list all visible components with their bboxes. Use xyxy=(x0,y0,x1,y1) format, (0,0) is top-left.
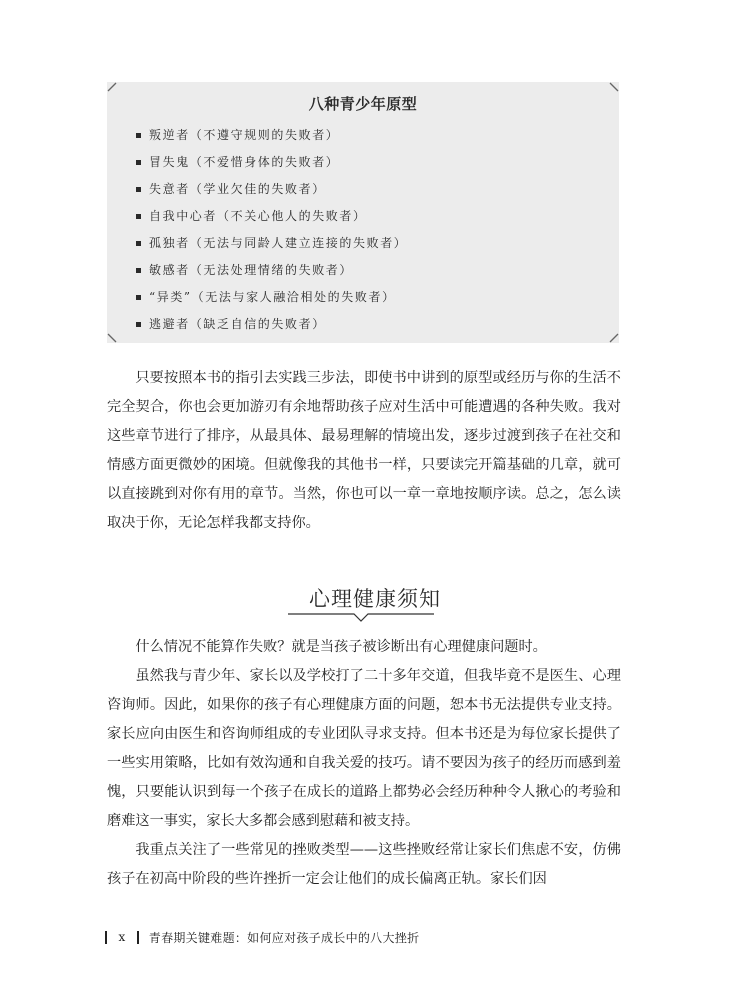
square-bullet-icon xyxy=(136,160,141,165)
list-item xyxy=(135,149,407,176)
archetypes-box xyxy=(107,82,619,343)
archetype-label: 逃避者（缺乏自信的失败者） xyxy=(149,317,326,331)
square-bullet-icon xyxy=(136,133,141,138)
archetype-label: 叛逆者（不遵守规则的失败者） xyxy=(149,128,340,142)
page-footer xyxy=(105,928,419,946)
paragraph: 虽然我与青少年、家长以及学校打了二十多年交道，但我毕竟不是医生、心理咨询师。因此，如果你的孩子有心理健康方面的问题，恕本书无法提供专业支持。家长应向由医生和咨询师组成的专业团队寻求支持。但本书还是为每位家长提供了一些实用策略，比如有效沟通和自我关爱的技巧。请不要因为孩子的经历而感到羞愧，只要能认识到每一个孩子在成长的道路上都势必会经历种种令人揪心的考验和磨难这一事实，家长大多都会感到慰藉和被支持。 xyxy=(107,668,621,829)
archetype-label: 自我中心者（不关心他人的失败者） xyxy=(149,209,367,223)
archetype-label: 冒失鬼（不爱惜身体的失败者） xyxy=(149,155,340,169)
square-bullet-icon xyxy=(136,295,141,300)
list-item xyxy=(135,176,407,203)
page-number: x xyxy=(118,930,126,944)
list-item xyxy=(135,257,407,284)
paragraph: 只要按照本书的指引去实践三步法，即使书中讲到的原型或经历与你的生活不完全契合，你也会更加游刃有余地帮助孩子应对生活中可能遭遇的各种失败。我对这些章节进行了排序，从最具体、最易理解的情境出发，逐步过渡到孩子在社交和情感方面更微妙的困境。但就像我的其他书一样，只要读完开篇基础的几章，就可以直接跳到对你有用的章节。当然，你也可以一章一章地按顺序读。总之，怎么读取决于你，无论怎样我都支持你。 xyxy=(107,370,621,531)
list-item xyxy=(135,203,407,230)
square-bullet-icon xyxy=(136,268,141,273)
book-title: 青春期关键难题：如何应对孩子成长中的八大挫折 xyxy=(148,930,420,945)
square-bullet-icon xyxy=(136,214,141,219)
footer-divider xyxy=(137,931,139,944)
paragraph: 我重点关注了一些常见的挫败类型——这些挫败经常让家长们焦虑不安，仿佛孩子在初高中阶段的些许挫折一定会让他们的成长偏离正轨。家长们因 xyxy=(107,842,621,887)
box-title: 八种青少年原型 xyxy=(308,95,418,113)
list-item xyxy=(135,284,407,311)
archetype-label: 敏感者（无法处理情绪的失败者） xyxy=(149,263,354,277)
corner-ornament-icon xyxy=(609,82,619,92)
list-item xyxy=(135,230,407,257)
title-underline-icon xyxy=(286,610,436,624)
square-bullet-icon xyxy=(136,241,141,246)
corner-ornament-icon xyxy=(107,82,117,92)
archetype-label: 孤独者（无法与同龄人建立连接的失败者） xyxy=(149,236,408,250)
section-title: 心理健康须知 xyxy=(309,587,441,611)
list-item xyxy=(135,122,407,149)
square-bullet-icon xyxy=(136,187,141,192)
section-body xyxy=(107,633,621,894)
intro-text xyxy=(107,364,621,538)
square-bullet-icon xyxy=(136,322,141,327)
list-item xyxy=(135,311,407,338)
archetype-label: 失意者（学业欠佳的失败者） xyxy=(149,182,326,196)
corner-ornament-icon xyxy=(107,333,117,343)
archetype-label: “异类”（无法与家人融洽相处的失败者） xyxy=(149,290,396,304)
footer-divider xyxy=(105,931,107,944)
paragraph: 什么情况不能算作失败？就是当孩子被诊断出有心理健康问题时。 xyxy=(135,639,547,655)
corner-ornament-icon xyxy=(609,333,619,343)
archetype-list xyxy=(135,122,407,338)
